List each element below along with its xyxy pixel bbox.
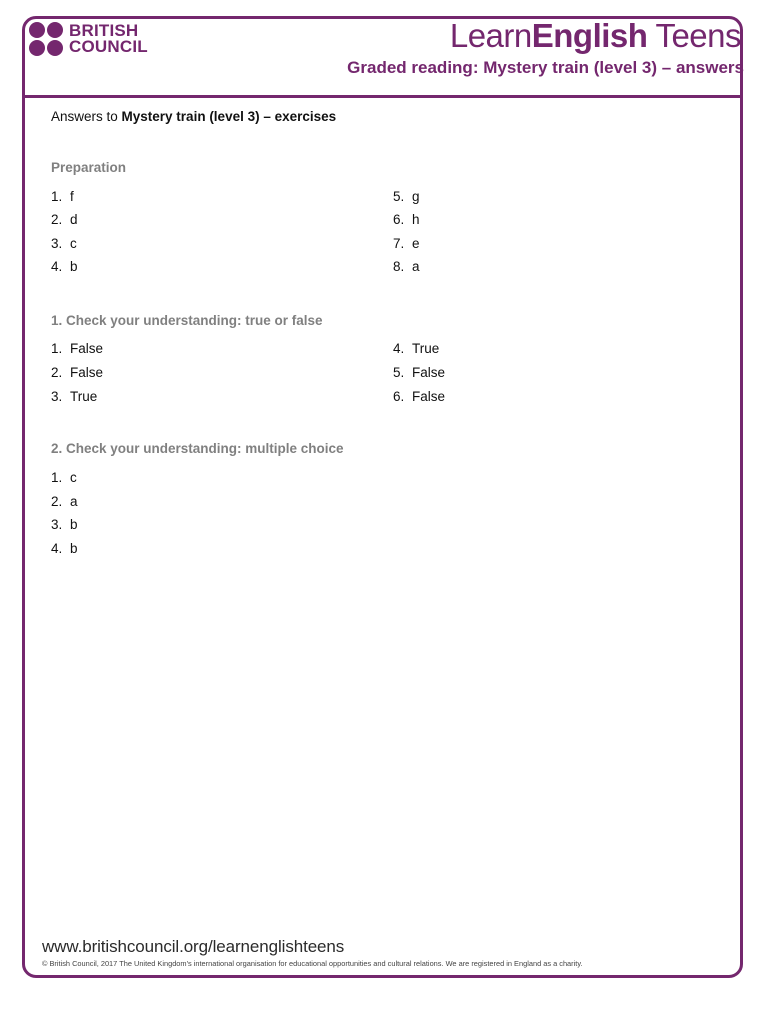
intro-bold: Mystery train (level 3) – exercises — [121, 109, 337, 124]
logo-teens: Teens — [655, 17, 741, 54]
answer-item: 3. c — [51, 236, 77, 251]
answer-item: 6. h — [393, 212, 420, 227]
answer-item: 4. b — [51, 259, 78, 274]
section-heading-preparation: Preparation — [51, 160, 127, 175]
answer-item: 1. c — [51, 470, 77, 485]
logo-line-2: COUNCIL — [69, 37, 148, 56]
british-council-logo — [29, 22, 148, 56]
answer-item: 4. b — [51, 541, 78, 556]
logo-english: English — [531, 17, 648, 54]
answer-item: 3. b — [51, 517, 78, 532]
header-divider — [22, 95, 743, 98]
intro-prefix: Answers to — [51, 109, 122, 124]
answer-item: 4. True — [393, 341, 440, 356]
logo-learn: Learn — [449, 17, 532, 54]
answer-item: 2. d — [51, 212, 78, 227]
section-heading-true-false: 1. Check your understanding: true or false — [51, 313, 323, 328]
answer-item: 2. a — [51, 494, 78, 509]
answer-item: 5. False — [393, 365, 446, 380]
british-council-dots-icon — [29, 22, 63, 56]
answer-item: 1. False — [51, 341, 104, 356]
page-border — [22, 16, 743, 978]
section-heading-multiple-choice: 2. Check your understanding: multiple choice — [51, 441, 344, 456]
answer-item: 3. True — [51, 389, 98, 404]
footer-copyright: © British Council, 2017 The United Kingdom's international organisation for educational opportunities and cultural relations. We are registered in England as a charity. — [42, 959, 583, 968]
logo-line-1: BRITISH — [69, 21, 139, 40]
learnenglish-teens-logo — [450, 17, 741, 55]
answer-item: 8. a — [393, 259, 420, 274]
document-title: Graded reading: Mystery train (level 3) – answers — [347, 58, 744, 77]
answer-item: 2. False — [51, 365, 104, 380]
answer-item: 1. f — [51, 189, 74, 204]
intro-line — [51, 109, 336, 124]
answer-item: 6. False — [393, 389, 446, 404]
answer-item: 7. e — [393, 236, 420, 251]
answer-item: 5. g — [393, 189, 420, 204]
footer-url-link[interactable]: www.britishcouncil.org/learnenglishteens — [42, 937, 345, 956]
